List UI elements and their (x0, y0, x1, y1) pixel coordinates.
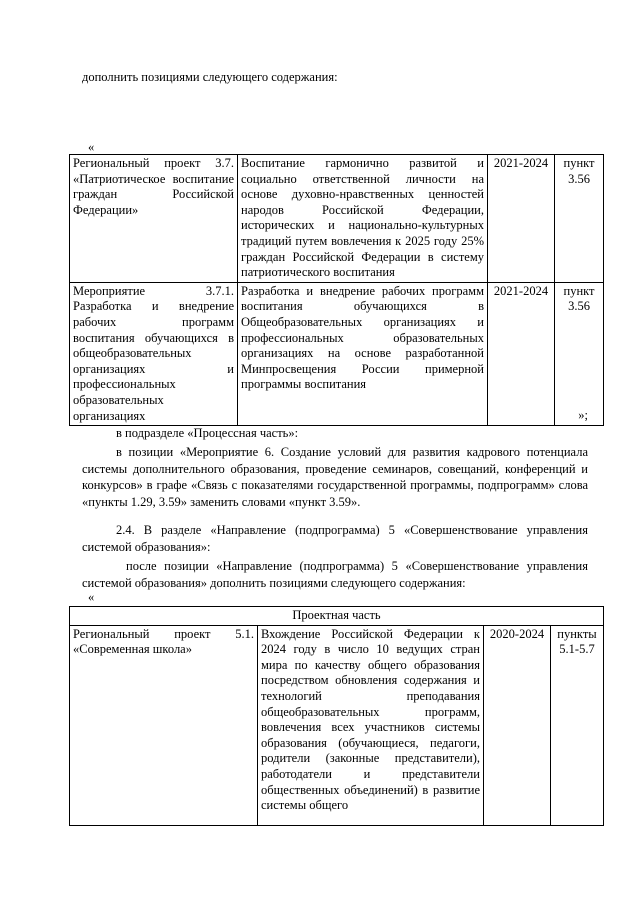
table-row (70, 155, 604, 283)
table-header-row (70, 607, 604, 626)
row-period-cell: 2021-2024 (488, 155, 555, 283)
closing-quote: »; (578, 408, 588, 422)
subsection-paragraph: в подразделе «Процессная часть»: (116, 426, 299, 440)
after-position-paragraph: после позиции «Направление (подпрограмма) 5 «Совершенствование управления системой образования» дополнить позициями следующего содержания: (82, 559, 588, 590)
event6-paragraph: в позиции «Мероприятие 6. Создание условий для развития кадрового потенциала системы дополнительного образования, проведение семинаров, совещаний, конференций и конкурсов» в графе «Связь с показателями государственной программы, подпрограмм» слова «пункты 1.29, 3.59» заменить словами «пункт 3.59». (82, 445, 588, 509)
row-name-cell: Мероприятие 3.7.1. Разработка и внедрение рабочих программ воспитания обучающихся в общеобразовательных организациях и профессиональных образовательных организациях (70, 282, 238, 425)
row-period-cell: 2021-2024 (488, 282, 555, 425)
table-regional-project-5-1 (69, 606, 604, 826)
intro-text: дополнить позициями следующего содержания: (82, 70, 338, 84)
row-name-cell: Региональный проект 3.7. «Патриотическое воспитание граждан Российской Федерации» (70, 155, 238, 283)
opening-quote: « (88, 140, 95, 154)
row-description-cell: Вхождение Российской Федерации к 2024 году в число 10 ведущих стран мира по качеству общего образования посредством обновления содержания и технологий преподавания общеобразовательных программ, вовлечения всех участников системы образования (обучающиеся, педагоги, родители (законные представители), работодатели и представители общественных объединений) в развитие системы общего (258, 625, 484, 825)
row-description-cell: Воспитание гармонично развитой и социально ответственной личности на основе духовно-нравственных ценностей народов Российской Федерации, исторических и национально-культурных традиций путем вовлечения к 2025 году 25% граждан Российской Федерации в систему патриотического воспитания (238, 155, 488, 283)
table-row (70, 625, 604, 825)
row-name-cell: Региональный проект 5.1. «Современная школа» (70, 625, 258, 825)
section-2-4-paragraph: 2.4. В разделе «Направление (подпрограмма) 5 «Совершенствование управления системой образования»: (82, 523, 588, 554)
row-reference-cell: пункт 3.56 (555, 155, 604, 283)
row-description-cell: Разработка и внедрение рабочих программ воспитания обучающихся в Общеобразовательных организациях и профессиональных образовательных организациях на основе разработанной Минпросвещения России примерной программы воспитания (238, 282, 488, 425)
table-regional-project-3-7 (69, 154, 604, 426)
table-row (70, 282, 604, 425)
row-reference-cell: пункт 3.56 (555, 282, 604, 425)
opening-quote-2: « (88, 590, 95, 604)
project-part-header: Проектная часть (70, 607, 604, 626)
row-period-cell: 2020-2024 (484, 625, 551, 825)
row-reference-cell: пункты 5.1-5.7 (551, 625, 604, 825)
